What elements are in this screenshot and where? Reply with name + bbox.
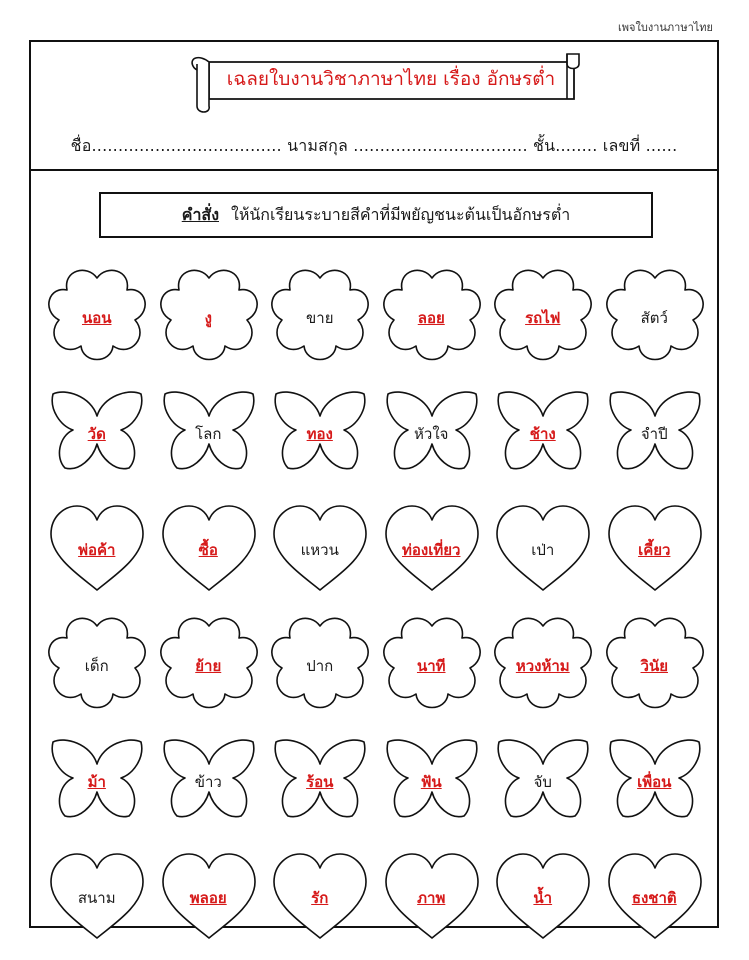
answer-word: ซื้อ (198, 541, 218, 559)
word-card (376, 612, 488, 728)
word: จำปี (640, 425, 668, 443)
student-info-line: ชื่อ.................................... นามสกุล ................................. ชั้น........ เลขที่ ...... (70, 136, 678, 155)
word: หัวใจ (414, 425, 449, 443)
word: แหวน (300, 541, 339, 559)
header-divider (31, 169, 717, 171)
word-card (487, 496, 599, 612)
word-card (264, 844, 376, 960)
word-card (41, 612, 153, 728)
word: เป่า (531, 541, 555, 559)
word-card (153, 612, 265, 728)
word-card (41, 264, 153, 380)
word-card (264, 380, 376, 496)
page-title: เฉลยใบงานวิชาภาษาไทย เรื่อง อักษรต่ำ (226, 68, 556, 90)
answer-word: งู (204, 309, 212, 327)
word-card (599, 380, 711, 496)
word: ข้าว (194, 773, 222, 791)
word: สัตว์ (640, 309, 668, 327)
answer-word: รัก (311, 889, 329, 907)
answer-word: วินัย (640, 657, 668, 675)
word-card (41, 380, 153, 496)
word-card (376, 496, 488, 612)
instruction-text: ให้นักเรียนระบายสีคำที่มีพยัญชนะต้นเป็นอักษรต่ำ (231, 204, 571, 224)
word-card (599, 728, 711, 844)
word-card (376, 264, 488, 380)
answer-word: ย้าย (195, 657, 222, 675)
word-card (599, 264, 711, 380)
word-card (153, 264, 265, 380)
answer-word: ลอย (417, 309, 445, 327)
word-card (264, 728, 376, 844)
word-card (153, 844, 265, 960)
instruction-box (99, 192, 653, 238)
word-card (376, 728, 488, 844)
word-card (376, 380, 488, 496)
answer-word: ม้า (87, 773, 106, 791)
answer-word: รถไฟ (525, 309, 561, 327)
word-shape-grid (41, 264, 711, 960)
word-card (41, 496, 153, 612)
word-card (264, 264, 376, 380)
answer-word: น้ำ (533, 889, 553, 907)
answer-word: ฟัน (420, 773, 442, 791)
answer-word: เคี้ยว (638, 541, 671, 559)
word-card (487, 264, 599, 380)
word-card (487, 728, 599, 844)
worksheet-frame (29, 40, 719, 928)
word-card (153, 380, 265, 496)
word-card (376, 844, 488, 960)
word-card (153, 728, 265, 844)
answer-word: ทอง (306, 425, 333, 443)
word: ปาก (306, 657, 334, 675)
word: จับ (533, 773, 552, 791)
answer-word: นาที (416, 657, 446, 675)
answer-word: ธงชาติ (631, 889, 677, 907)
word-card (487, 612, 599, 728)
word-card (41, 844, 153, 960)
answer-word: ภาพ (417, 889, 446, 907)
word: สนาม (77, 889, 116, 907)
word-card (599, 496, 711, 612)
word: เด็ก (84, 657, 109, 675)
word-card (487, 380, 599, 496)
answer-word: นอน (81, 309, 112, 327)
word-card (264, 612, 376, 728)
title-banner (179, 44, 584, 114)
word-card (153, 496, 265, 612)
answer-word: ช้าง (529, 425, 556, 443)
answer-word: พ่อค้า (78, 541, 116, 559)
answer-word: หวงห้าม (515, 657, 570, 675)
word-card (264, 496, 376, 612)
word-card (599, 844, 711, 960)
instruction-label: คำสั่ง (181, 204, 219, 224)
page-tag: เพจใบงานภาษาไทย (618, 21, 713, 34)
word: ขาย (306, 309, 334, 327)
word-card (599, 612, 711, 728)
word-card (41, 728, 153, 844)
answer-word: ร้อน (306, 773, 334, 791)
answer-word: ท่องเที่ยว (402, 541, 461, 559)
answer-word: วัด (87, 425, 106, 443)
answer-word: พลอย (189, 889, 227, 907)
answer-word: เพื่อน (637, 773, 672, 791)
word-card (487, 844, 599, 960)
word: โลก (195, 425, 222, 443)
